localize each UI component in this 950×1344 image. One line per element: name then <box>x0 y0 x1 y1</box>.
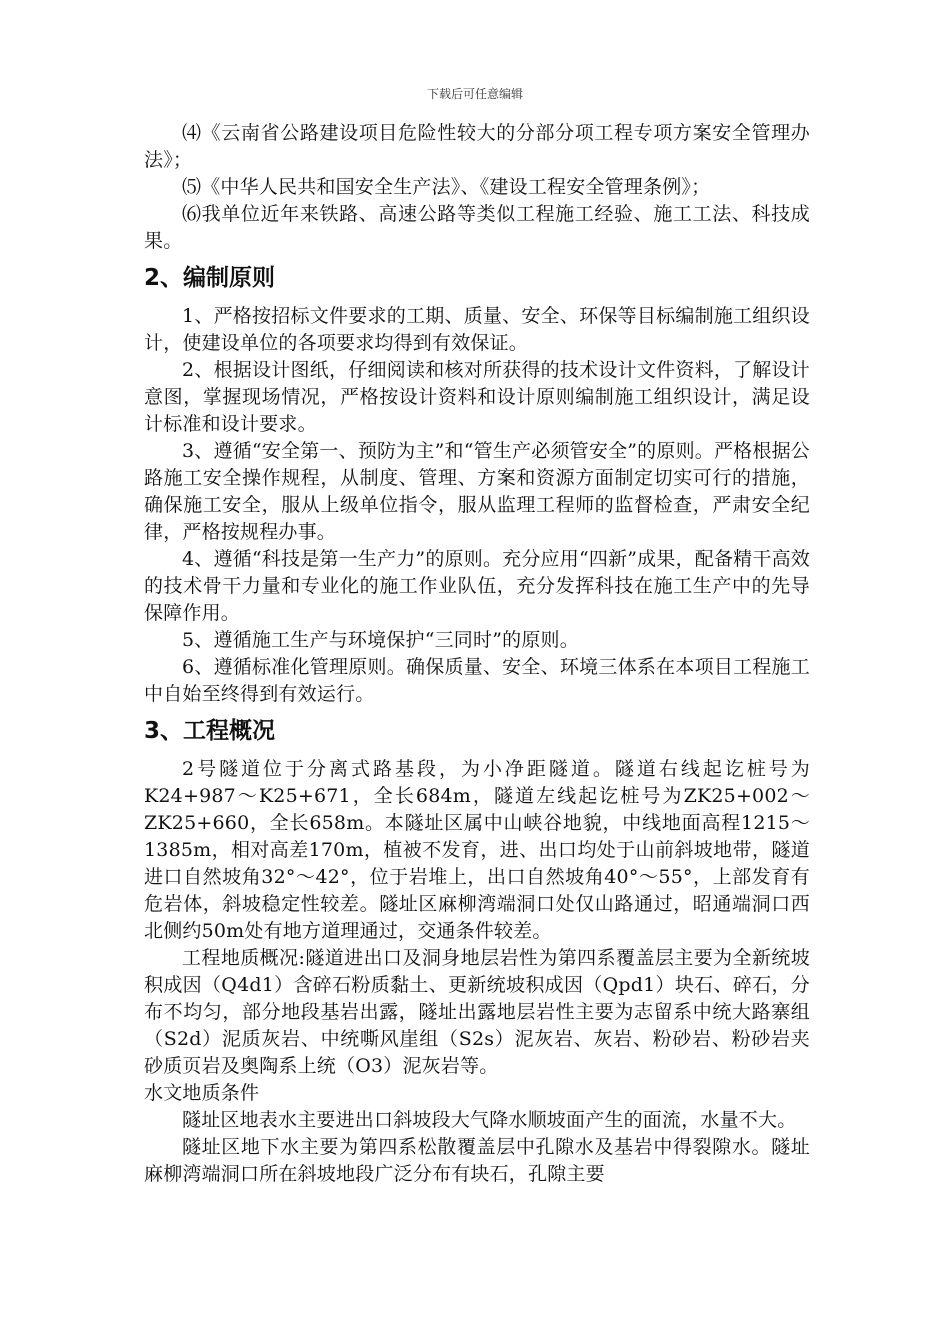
principle-6: 6、遵循标准化管理原则。确保质量、安全、环境三体系在本项目工程施工中自始至终得到有效运行。 <box>144 656 810 705</box>
tunnel-overview-paragraph: 2号隧道位于分离式路基段，为小净距隧道。隧道右线起讫桩号为K24+987～K25+671，全长684m，隧道左线起讫桩号为ZK25+002～ZK25+660，全长658m。本隧址区属中山峡谷地貌，中线地面高程1215～1385m，相对高差170m，植被不发育，进、出口均处于山前斜坡地带，隧道进口自然坡角32°～42°，位于岩堆上，出口自然坡角40°～55°，上部发育有危岩体，斜坡稳定性较差。隧址区麻柳湾端洞口处仅山路通过，昭通端洞口西北侧约50m处有地方道理通过，交通条件较差。 <box>144 758 810 942</box>
hydro-surface-paragraph: 隧址区地表水主要进出口斜坡段大气降水顺坡面产生的面流，水量不大。 <box>182 1109 797 1131</box>
reference-item-5: ⑸《中华人民共和国安全生产法》、《建设工程安全管理条例》； <box>182 176 711 198</box>
principle-5: 5、遵循施工生产与环境保护“三同时”的原则。 <box>182 629 579 651</box>
principle-3: 3、遵循“安全第一、预防为主”和“管生产必须管安全”的原则。严格根据公路施工安全操作规程，从制度、管理、方案和资源方面制定切实可行的措施，确保施工安全，服从上级单位指令，服从监理工程师的监督检查，严肃安全纪律，严格按规程办事。 <box>144 440 810 543</box>
document-body <box>144 120 810 1188</box>
principle-1: 1、严格按招标文件要求的工期、质量、安全、环保等目标编制施工组织设计，使建设单位的各项要求均得到有效保证。 <box>144 305 810 354</box>
hydro-subheading: 水文地质条件 <box>144 1082 260 1104</box>
reference-item-4: ⑷《云南省公路建设项目危险性较大的分部分项工程专项方案安全管理办法》； <box>144 122 810 171</box>
page-header-note: 下载后可任意编辑 <box>426 87 523 101</box>
principle-4: 4、遵循“科技是第一生产力”的原则。充分应用“四新”成果，配备精干高效的技术骨干力量和专业化的施工作业队伍，充分发挥科技在施工生产中的先导保障作用。 <box>144 548 810 624</box>
principle-2: 2、根据设计图纸，仔细阅读和核对所获得的技术设计文件资料，了解设计意图，掌握现场情况，严格按设计资料和设计原则编制施工组织设计，满足设计标准和设计要求。 <box>144 359 810 435</box>
section-heading-overview: 3、工程概况 <box>144 718 276 744</box>
hydro-ground-paragraph: 隧址区地下水主要为第四系松散覆盖层中孔隙水及基岩中得裂隙水。隧址麻柳湾端洞口所在斜坡地段广泛分布有块石，孔隙主要 <box>144 1136 810 1185</box>
section-heading-principles: 2、编制原则 <box>144 265 276 291</box>
geology-paragraph: 工程地质概况:隧道进出口及洞身地层岩性为第四系覆盖层主要为全新统坡积成因（Q4d1）含碎石粉质黏土、更新统坡积成因（Qpd1）块石、碎石，分布不均匀，部分地段基岩出露，隧址出露地层岩性主要为志留系中统大路寨组（S2d）泥质灰岩、中统嘶风崖组（S2s）泥灰岩、灰岩、粉砂岩、粉砂岩夹砂质页岩及奥陶系上统（O3）泥灰岩等。 <box>144 947 810 1077</box>
reference-item-6: ⑹我单位近年来铁路、高速公路等类似工程施工经验、施工工法、科技成果。 <box>144 203 810 252</box>
